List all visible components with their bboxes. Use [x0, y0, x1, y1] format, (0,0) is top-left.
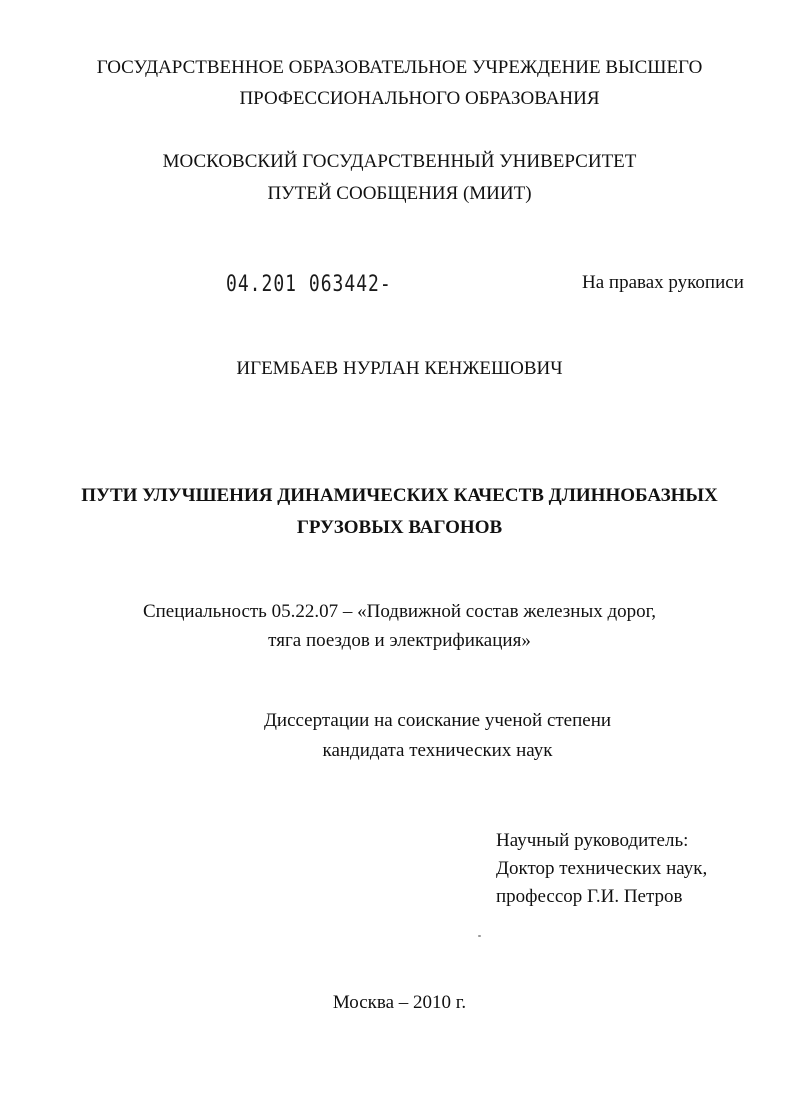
- header-line-1: ГОСУДАРСТВЕННОЕ ОБРАЗОВАТЕЛЬНОЕ УЧРЕЖДЕНИЕ ВЫСШЕГО: [96, 57, 703, 78]
- dissertation-degree-line-1: Диссертации на соискание ученой степени: [263, 710, 612, 731]
- university-line-1: МОСКОВСКИЙ ГОСУДАРСТВЕННЫЙ УНИВЕРСИТЕТ: [162, 151, 637, 172]
- specialty-line-2: тяга поездов и электрификация»: [268, 630, 531, 651]
- supervisor-label: Научный руководитель:: [496, 830, 689, 851]
- supervisor-degree: Доктор технических наук,: [496, 858, 708, 879]
- dissertation-title-line-1: ПУТИ УЛУЧШЕНИЯ ДИНАМИЧЕСКИХ КАЧЕСТВ ДЛИННОБАЗНЫХ: [81, 485, 718, 506]
- supervisor-block: [496, 827, 707, 911]
- scan-speck: [478, 935, 481, 937]
- manuscript-note: На правах рукописи: [582, 272, 744, 293]
- city-year: Москва – 2010 г.: [332, 992, 467, 1013]
- supervisor-name: профессор Г.И. Петров: [496, 886, 683, 907]
- university-line-2: ПУТЕЙ СООБЩЕНИЯ (МИИТ): [267, 183, 532, 204]
- header-line-2: ПРОФЕССИОНАЛЬНОГО ОБРАЗОВАНИЯ: [239, 88, 600, 109]
- specialty-line-1: Специальность 05.22.07 – «Подвижной состав железных дорог,: [142, 601, 657, 622]
- registration-number-stamp: 04.201 063442-: [226, 271, 392, 298]
- dissertation-degree-line-2: кандидата технических наук: [322, 740, 553, 761]
- dissertation-title-line-2: ГРУЗОВЫХ ВАГОНОВ: [296, 517, 503, 538]
- author-name: ИГЕМБАЕВ НУРЛАН КЕНЖЕШОВИЧ: [236, 358, 563, 379]
